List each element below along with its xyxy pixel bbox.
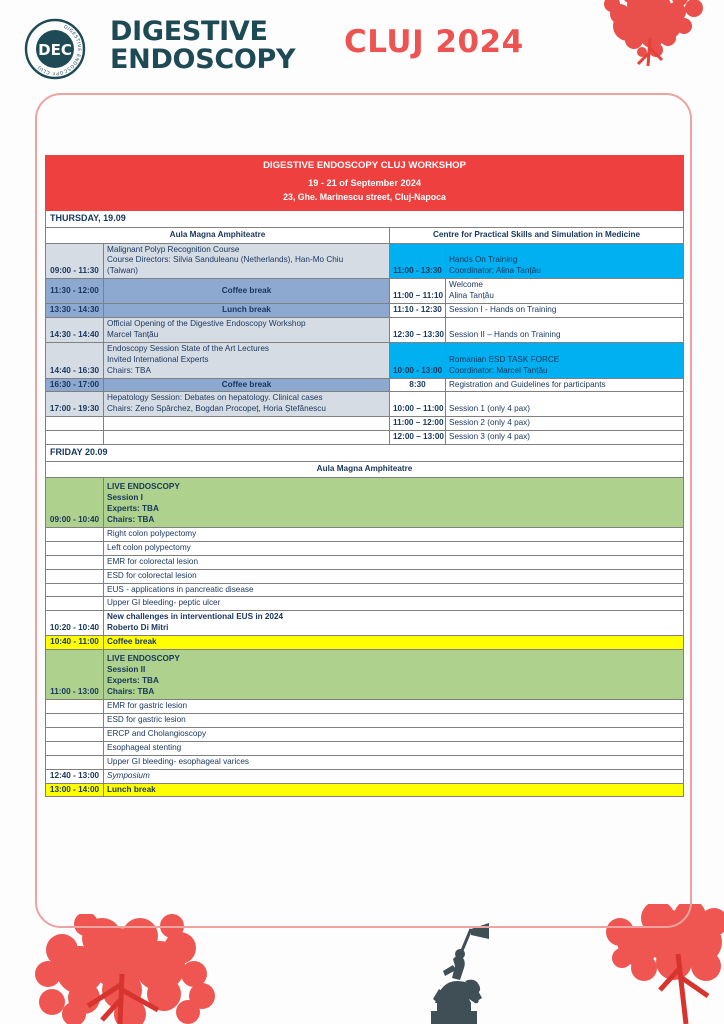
friday-row [46, 527, 684, 541]
banner-row [46, 156, 684, 211]
friday-time: 09:00 - 10:40 [46, 477, 104, 527]
thursday-left-time: 17:00 - 19:30 [46, 392, 104, 417]
friday-row [46, 741, 684, 755]
friday-time [46, 541, 104, 555]
tree-decoration-bottom-left [22, 914, 292, 1024]
thursday-row [46, 431, 684, 445]
thursday-left-time: 14:40 - 16:30 [46, 342, 104, 378]
friday-row [46, 569, 684, 583]
friday-row [46, 583, 684, 597]
thursday-right-activity: Session 1 (only 4 pax) [446, 392, 684, 417]
friday-row [46, 769, 684, 783]
thursday-right-activity: Session 3 (only 4 pax) [446, 431, 684, 445]
thursday-left-activity [104, 431, 390, 445]
friday-time [46, 700, 104, 714]
thursday-left-time: 13:30 - 14:30 [46, 304, 104, 318]
thursday-row [46, 304, 684, 318]
friday-row [46, 650, 684, 700]
thursday-right-activity: Session 2 (only 4 pax) [446, 417, 684, 431]
brand-line-2: ENDOSCOPY [110, 44, 296, 76]
thursday-right-activity: Session II – Hands on Training [446, 317, 684, 342]
friday-activity: Coffee break [104, 636, 684, 650]
thursday-row [46, 317, 684, 342]
friday-activity: Right colon polypectomy [104, 527, 684, 541]
thursday-left-time [46, 417, 104, 431]
friday-day-label: FRIDAY 20.09 [46, 445, 684, 462]
friday-activity: LIVE ENDOSCOPY Session I Experts: TBA Chairs: TBA [104, 477, 684, 527]
friday-activity: Upper GI bleeding- peptic ulcer [104, 597, 684, 611]
thursday-right-time: 10:00 - 13:00 [390, 342, 446, 378]
friday-row [46, 713, 684, 727]
thursday-right-activity: Session I - Hands on Training [446, 304, 684, 318]
friday-row [46, 700, 684, 714]
friday-time: 10:20 - 10:40 [46, 611, 104, 636]
friday-time [46, 555, 104, 569]
friday-row [46, 727, 684, 741]
brand-name [110, 18, 295, 74]
friday-time [46, 713, 104, 727]
thursday-left-time: 11:30 - 12:00 [46, 279, 104, 304]
friday-time: 10:40 - 11:00 [46, 636, 104, 650]
thursday-venue-row [46, 227, 684, 243]
friday-activity: ESD for colorectal lesion [104, 569, 684, 583]
venue-practical-skills-centre: Centre for Practical Skills and Simulation in Medicine [390, 227, 684, 243]
thursday-day-label: THURSDAY, 19.09 [46, 210, 684, 227]
friday-activity: Left colon polypectomy [104, 541, 684, 555]
friday-time [46, 583, 104, 597]
thursday-left-time: 16:30 - 17:00 [46, 378, 104, 392]
brand-line-1: DIGESTIVE [110, 16, 268, 47]
thursday-left-activity: Official Opening of the Digestive Endoscopy Workshop Marcel Tanțău [104, 317, 390, 342]
friday-venue-row [46, 462, 684, 478]
digestive-endoscopy-cluj-logo [24, 18, 86, 80]
thursday-left-activity [104, 417, 390, 431]
venue-aula-magna: Aula Magna Amphiteatre [46, 227, 390, 243]
friday-activity: EUS - applications in pancreatic disease [104, 583, 684, 597]
thursday-day-row [46, 210, 684, 227]
friday-row [46, 611, 684, 636]
thursday-row [46, 392, 684, 417]
thursday-row [46, 279, 684, 304]
friday-row [46, 755, 684, 769]
thursday-left-activity: Hepatology Session: Debates on hepatology. Clinical cases Chairs: Zeno Spârchez, Bogdan Procopeț, Horia Ștefănescu [104, 392, 390, 417]
thursday-right-time: 11:00 – 12:00 [390, 417, 446, 431]
friday-venue-aula-magna: Aula Magna Amphiteatre [46, 462, 684, 478]
conference-schedule-table [45, 155, 684, 797]
thursday-right-activity: Hands On Training Coordinator: Alina Tanțău [446, 243, 684, 279]
friday-day-row [46, 445, 684, 462]
friday-activity: EMR for gastric lesion [104, 700, 684, 714]
svg-text:DEC: DEC [38, 41, 72, 59]
friday-row [46, 597, 684, 611]
friday-activity: Lunch break [104, 783, 684, 797]
thursday-right-time: 12:30 – 13:30 [390, 317, 446, 342]
thursday-right-activity: Registration and Guidelines for participants [446, 378, 684, 392]
thursday-left-activity: Malignant Polyp Recognition Course Course Directors: Silvia Sanduleanu (Netherlands), Han-Mo Chiu (Taiwan) [104, 243, 390, 279]
friday-time [46, 727, 104, 741]
thursday-right-time: 11:10 - 12:30 [390, 304, 446, 318]
thursday-right-time: 12:00 – 13:00 [390, 431, 446, 445]
friday-time: 12:40 - 13:00 [46, 769, 104, 783]
thursday-row [46, 342, 684, 378]
friday-activity: ESD for gastric lesion [104, 713, 684, 727]
friday-time: 11:00 - 13:00 [46, 650, 104, 700]
friday-activity: Symposium [104, 769, 684, 783]
thursday-left-time [46, 431, 104, 445]
thursday-left-time: 14:30 - 14:40 [46, 317, 104, 342]
banner-dates: 19 - 21 of September 2024 [308, 177, 421, 188]
thursday-right-time: 11:00 - 13:30 [390, 243, 446, 279]
thursday-right-time: 10:00 – 11:00 [390, 392, 446, 417]
thursday-left-activity: Coffee break [104, 279, 390, 304]
friday-row [46, 477, 684, 527]
thursday-right-activity: Romanian ESD TASK FORCE Coordinator: Marcel Tanțău [446, 342, 684, 378]
friday-activity: New challenges in interventional EUS in 2024 Roberto Di Mitri [104, 611, 684, 636]
friday-time [46, 597, 104, 611]
friday-activity: ERCP and Cholangioscopy [104, 727, 684, 741]
thursday-left-time: 09:00 - 11:30 [46, 243, 104, 279]
page-header [0, 0, 724, 95]
friday-row [46, 555, 684, 569]
friday-time [46, 741, 104, 755]
thursday-row [46, 378, 684, 392]
thursday-left-activity: Coffee break [104, 378, 390, 392]
friday-activity: Upper GI bleeding- esophageal varices [104, 755, 684, 769]
friday-row [46, 783, 684, 797]
thursday-left-activity: Lunch break [104, 304, 390, 318]
friday-time: 13:00 - 14:00 [46, 783, 104, 797]
thursday-right-time: 11:00 – 11:10 [390, 279, 446, 304]
svg-text:DIGESTIVE ENDOSCOPY CLUJ: DIGESTIVE ENDOSCOPY CLUJ [36, 24, 81, 76]
edition-title: CLUJ 2024 [344, 24, 524, 60]
friday-time [46, 569, 104, 583]
thursday-row [46, 417, 684, 431]
friday-row [46, 636, 684, 650]
friday-activity: Esophageal stenting [104, 741, 684, 755]
banner-address: 23, Ghe. Marinescu street, Cluj-Napoca [283, 191, 446, 202]
friday-row [46, 541, 684, 555]
thursday-row [46, 243, 684, 279]
banner-title: DIGESTIVE ENDOSCOPY CLUJ WORKSHOP [263, 160, 466, 171]
thursday-right-time: 8:30 [390, 378, 446, 392]
thursday-left-activity: Endoscopy Session State of the Art Lectures Invited International Experts Chairs: TBA [104, 342, 390, 378]
friday-activity: LIVE ENDOSCOPY Session II Experts: TBA Chairs: TBA [104, 650, 684, 700]
statue-decoration [395, 919, 515, 1024]
friday-time [46, 527, 104, 541]
friday-activity: EMR for colorectal lesion [104, 555, 684, 569]
thursday-right-activity: Welcome Alina Tanțău [446, 279, 684, 304]
friday-time [46, 755, 104, 769]
workshop-banner [46, 156, 684, 211]
